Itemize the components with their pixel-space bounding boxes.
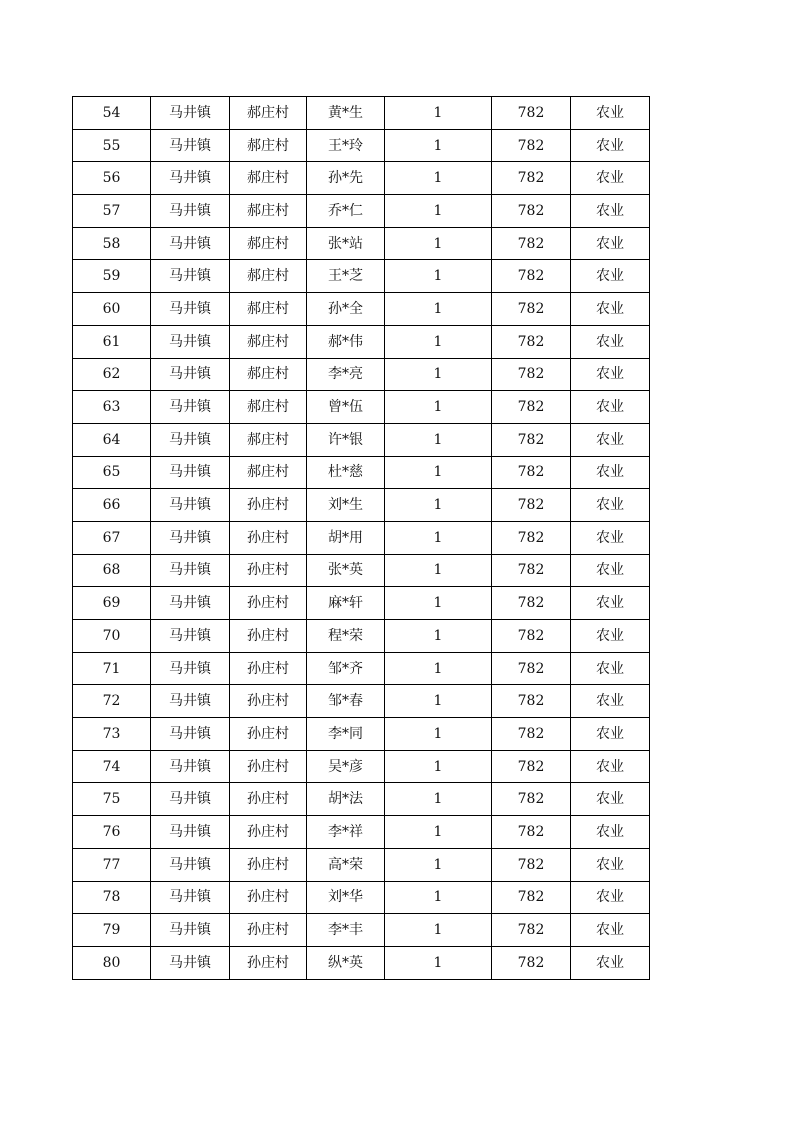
serial-number-cell: 62 [73, 358, 151, 391]
name-cell: 邹*春 [307, 685, 385, 718]
town-cell: 马井镇 [151, 260, 230, 293]
town-cell: 马井镇 [151, 816, 230, 849]
village-cell: 郝庄村 [230, 391, 307, 424]
name-cell: 高*荣 [307, 848, 385, 881]
town-cell: 马井镇 [151, 946, 230, 979]
count-cell: 1 [385, 620, 492, 653]
serial-number-cell: 78 [73, 881, 151, 914]
count-cell: 1 [385, 227, 492, 260]
amount-cell: 782 [492, 620, 571, 653]
category-cell: 农业 [571, 227, 650, 260]
serial-number-cell: 65 [73, 456, 151, 489]
category-cell: 农业 [571, 783, 650, 816]
name-cell: 刘*生 [307, 489, 385, 522]
count-cell: 1 [385, 685, 492, 718]
category-cell: 农业 [571, 489, 650, 522]
serial-number-cell: 77 [73, 848, 151, 881]
town-cell: 马井镇 [151, 391, 230, 424]
name-cell: 张*英 [307, 554, 385, 587]
village-cell: 孙庄村 [230, 652, 307, 685]
town-cell: 马井镇 [151, 881, 230, 914]
count-cell: 1 [385, 293, 492, 326]
town-cell: 马井镇 [151, 227, 230, 260]
table-row [73, 848, 650, 881]
name-cell: 吴*彦 [307, 750, 385, 783]
village-cell: 孙庄村 [230, 946, 307, 979]
amount-cell: 782 [492, 162, 571, 195]
amount-cell: 782 [492, 97, 571, 130]
name-cell: 刘*华 [307, 881, 385, 914]
table-row [73, 554, 650, 587]
town-cell: 马井镇 [151, 325, 230, 358]
category-cell: 农业 [571, 652, 650, 685]
category-cell: 农业 [571, 129, 650, 162]
table-row [73, 914, 650, 947]
name-cell: 孙*先 [307, 162, 385, 195]
count-cell: 1 [385, 162, 492, 195]
amount-cell: 782 [492, 260, 571, 293]
amount-cell: 782 [492, 554, 571, 587]
amount-cell: 782 [492, 358, 571, 391]
name-cell: 乔*仁 [307, 195, 385, 228]
category-cell: 农业 [571, 358, 650, 391]
count-cell: 1 [385, 587, 492, 620]
amount-cell: 782 [492, 750, 571, 783]
category-cell: 农业 [571, 521, 650, 554]
count-cell: 1 [385, 554, 492, 587]
name-cell: 李*亮 [307, 358, 385, 391]
town-cell: 马井镇 [151, 423, 230, 456]
serial-number-cell: 68 [73, 554, 151, 587]
category-cell: 农业 [571, 881, 650, 914]
amount-cell: 782 [492, 129, 571, 162]
village-cell: 孙庄村 [230, 881, 307, 914]
records-table [72, 96, 650, 980]
count-cell: 1 [385, 848, 492, 881]
table-row [73, 718, 650, 751]
category-cell: 农业 [571, 162, 650, 195]
amount-cell: 782 [492, 881, 571, 914]
village-cell: 郝庄村 [230, 162, 307, 195]
count-cell: 1 [385, 260, 492, 293]
category-cell: 农业 [571, 97, 650, 130]
count-cell: 1 [385, 521, 492, 554]
serial-number-cell: 74 [73, 750, 151, 783]
name-cell: 胡*法 [307, 783, 385, 816]
town-cell: 马井镇 [151, 750, 230, 783]
amount-cell: 782 [492, 718, 571, 751]
table-row [73, 587, 650, 620]
amount-cell: 782 [492, 423, 571, 456]
count-cell: 1 [385, 391, 492, 424]
serial-number-cell: 79 [73, 914, 151, 947]
table-row [73, 129, 650, 162]
town-cell: 马井镇 [151, 652, 230, 685]
table-row [73, 489, 650, 522]
count-cell: 1 [385, 783, 492, 816]
serial-number-cell: 71 [73, 652, 151, 685]
town-cell: 马井镇 [151, 914, 230, 947]
name-cell: 黄*生 [307, 97, 385, 130]
amount-cell: 782 [492, 325, 571, 358]
serial-number-cell: 55 [73, 129, 151, 162]
amount-cell: 782 [492, 914, 571, 947]
name-cell: 纵*英 [307, 946, 385, 979]
category-cell: 农业 [571, 946, 650, 979]
category-cell: 农业 [571, 914, 650, 947]
category-cell: 农业 [571, 423, 650, 456]
count-cell: 1 [385, 652, 492, 685]
table-row [73, 227, 650, 260]
village-cell: 孙庄村 [230, 718, 307, 751]
count-cell: 1 [385, 718, 492, 751]
count-cell: 1 [385, 325, 492, 358]
category-cell: 农业 [571, 260, 650, 293]
serial-number-cell: 67 [73, 521, 151, 554]
serial-number-cell: 64 [73, 423, 151, 456]
village-cell: 郝庄村 [230, 293, 307, 326]
town-cell: 马井镇 [151, 456, 230, 489]
village-cell: 郝庄村 [230, 260, 307, 293]
count-cell: 1 [385, 195, 492, 228]
serial-number-cell: 80 [73, 946, 151, 979]
table-row [73, 325, 650, 358]
serial-number-cell: 70 [73, 620, 151, 653]
category-cell: 农业 [571, 685, 650, 718]
village-cell: 郝庄村 [230, 456, 307, 489]
town-cell: 马井镇 [151, 97, 230, 130]
village-cell: 郝庄村 [230, 195, 307, 228]
table-row [73, 750, 650, 783]
village-cell: 孙庄村 [230, 783, 307, 816]
count-cell: 1 [385, 97, 492, 130]
category-cell: 农业 [571, 620, 650, 653]
serial-number-cell: 72 [73, 685, 151, 718]
name-cell: 王*芝 [307, 260, 385, 293]
count-cell: 1 [385, 750, 492, 783]
records-table-body [73, 97, 650, 980]
village-cell: 孙庄村 [230, 521, 307, 554]
town-cell: 马井镇 [151, 718, 230, 751]
amount-cell: 782 [492, 489, 571, 522]
name-cell: 程*荣 [307, 620, 385, 653]
village-cell: 孙庄村 [230, 816, 307, 849]
village-cell: 郝庄村 [230, 325, 307, 358]
name-cell: 胡*用 [307, 521, 385, 554]
town-cell: 马井镇 [151, 783, 230, 816]
amount-cell: 782 [492, 391, 571, 424]
amount-cell: 782 [492, 783, 571, 816]
name-cell: 杜*慈 [307, 456, 385, 489]
serial-number-cell: 73 [73, 718, 151, 751]
serial-number-cell: 59 [73, 260, 151, 293]
category-cell: 农业 [571, 848, 650, 881]
village-cell: 郝庄村 [230, 129, 307, 162]
town-cell: 马井镇 [151, 685, 230, 718]
village-cell: 孙庄村 [230, 848, 307, 881]
category-cell: 农业 [571, 750, 650, 783]
table-row [73, 423, 650, 456]
village-cell: 郝庄村 [230, 423, 307, 456]
serial-number-cell: 76 [73, 816, 151, 849]
count-cell: 1 [385, 358, 492, 391]
table-row [73, 358, 650, 391]
table-row [73, 195, 650, 228]
village-cell: 孙庄村 [230, 587, 307, 620]
amount-cell: 782 [492, 685, 571, 718]
count-cell: 1 [385, 946, 492, 979]
count-cell: 1 [385, 914, 492, 947]
name-cell: 王*玲 [307, 129, 385, 162]
table-row [73, 391, 650, 424]
table-row [73, 946, 650, 979]
serial-number-cell: 56 [73, 162, 151, 195]
category-cell: 农业 [571, 325, 650, 358]
amount-cell: 782 [492, 521, 571, 554]
village-cell: 孙庄村 [230, 914, 307, 947]
count-cell: 1 [385, 881, 492, 914]
town-cell: 马井镇 [151, 848, 230, 881]
town-cell: 马井镇 [151, 129, 230, 162]
name-cell: 麻*轩 [307, 587, 385, 620]
amount-cell: 782 [492, 946, 571, 979]
name-cell: 孙*全 [307, 293, 385, 326]
count-cell: 1 [385, 129, 492, 162]
serial-number-cell: 61 [73, 325, 151, 358]
amount-cell: 782 [492, 587, 571, 620]
amount-cell: 782 [492, 227, 571, 260]
table-row [73, 97, 650, 130]
category-cell: 农业 [571, 554, 650, 587]
serial-number-cell: 58 [73, 227, 151, 260]
serial-number-cell: 69 [73, 587, 151, 620]
category-cell: 农业 [571, 816, 650, 849]
town-cell: 马井镇 [151, 358, 230, 391]
category-cell: 农业 [571, 718, 650, 751]
name-cell: 许*银 [307, 423, 385, 456]
serial-number-cell: 57 [73, 195, 151, 228]
serial-number-cell: 63 [73, 391, 151, 424]
town-cell: 马井镇 [151, 293, 230, 326]
serial-number-cell: 54 [73, 97, 151, 130]
serial-number-cell: 60 [73, 293, 151, 326]
count-cell: 1 [385, 456, 492, 489]
table-row [73, 162, 650, 195]
town-cell: 马井镇 [151, 587, 230, 620]
village-cell: 郝庄村 [230, 358, 307, 391]
name-cell: 曾*伍 [307, 391, 385, 424]
table-row [73, 620, 650, 653]
town-cell: 马井镇 [151, 521, 230, 554]
amount-cell: 782 [492, 456, 571, 489]
village-cell: 孙庄村 [230, 685, 307, 718]
count-cell: 1 [385, 423, 492, 456]
town-cell: 马井镇 [151, 195, 230, 228]
name-cell: 李*同 [307, 718, 385, 751]
town-cell: 马井镇 [151, 620, 230, 653]
serial-number-cell: 66 [73, 489, 151, 522]
category-cell: 农业 [571, 195, 650, 228]
count-cell: 1 [385, 816, 492, 849]
village-cell: 孙庄村 [230, 620, 307, 653]
category-cell: 农业 [571, 391, 650, 424]
count-cell: 1 [385, 489, 492, 522]
table-row [73, 685, 650, 718]
village-cell: 郝庄村 [230, 227, 307, 260]
amount-cell: 782 [492, 195, 571, 228]
name-cell: 张*站 [307, 227, 385, 260]
name-cell: 郝*伟 [307, 325, 385, 358]
table-row [73, 521, 650, 554]
table-row [73, 816, 650, 849]
category-cell: 农业 [571, 456, 650, 489]
village-cell: 孙庄村 [230, 750, 307, 783]
name-cell: 李*丰 [307, 914, 385, 947]
town-cell: 马井镇 [151, 162, 230, 195]
table-row [73, 260, 650, 293]
town-cell: 马井镇 [151, 554, 230, 587]
table-row [73, 881, 650, 914]
amount-cell: 782 [492, 293, 571, 326]
amount-cell: 782 [492, 848, 571, 881]
serial-number-cell: 75 [73, 783, 151, 816]
name-cell: 邹*齐 [307, 652, 385, 685]
village-cell: 孙庄村 [230, 489, 307, 522]
amount-cell: 782 [492, 816, 571, 849]
town-cell: 马井镇 [151, 489, 230, 522]
amount-cell: 782 [492, 652, 571, 685]
name-cell: 李*祥 [307, 816, 385, 849]
category-cell: 农业 [571, 293, 650, 326]
table-row [73, 783, 650, 816]
category-cell: 农业 [571, 587, 650, 620]
table-row [73, 456, 650, 489]
table-row [73, 652, 650, 685]
village-cell: 孙庄村 [230, 554, 307, 587]
table-row [73, 293, 650, 326]
village-cell: 郝庄村 [230, 97, 307, 130]
